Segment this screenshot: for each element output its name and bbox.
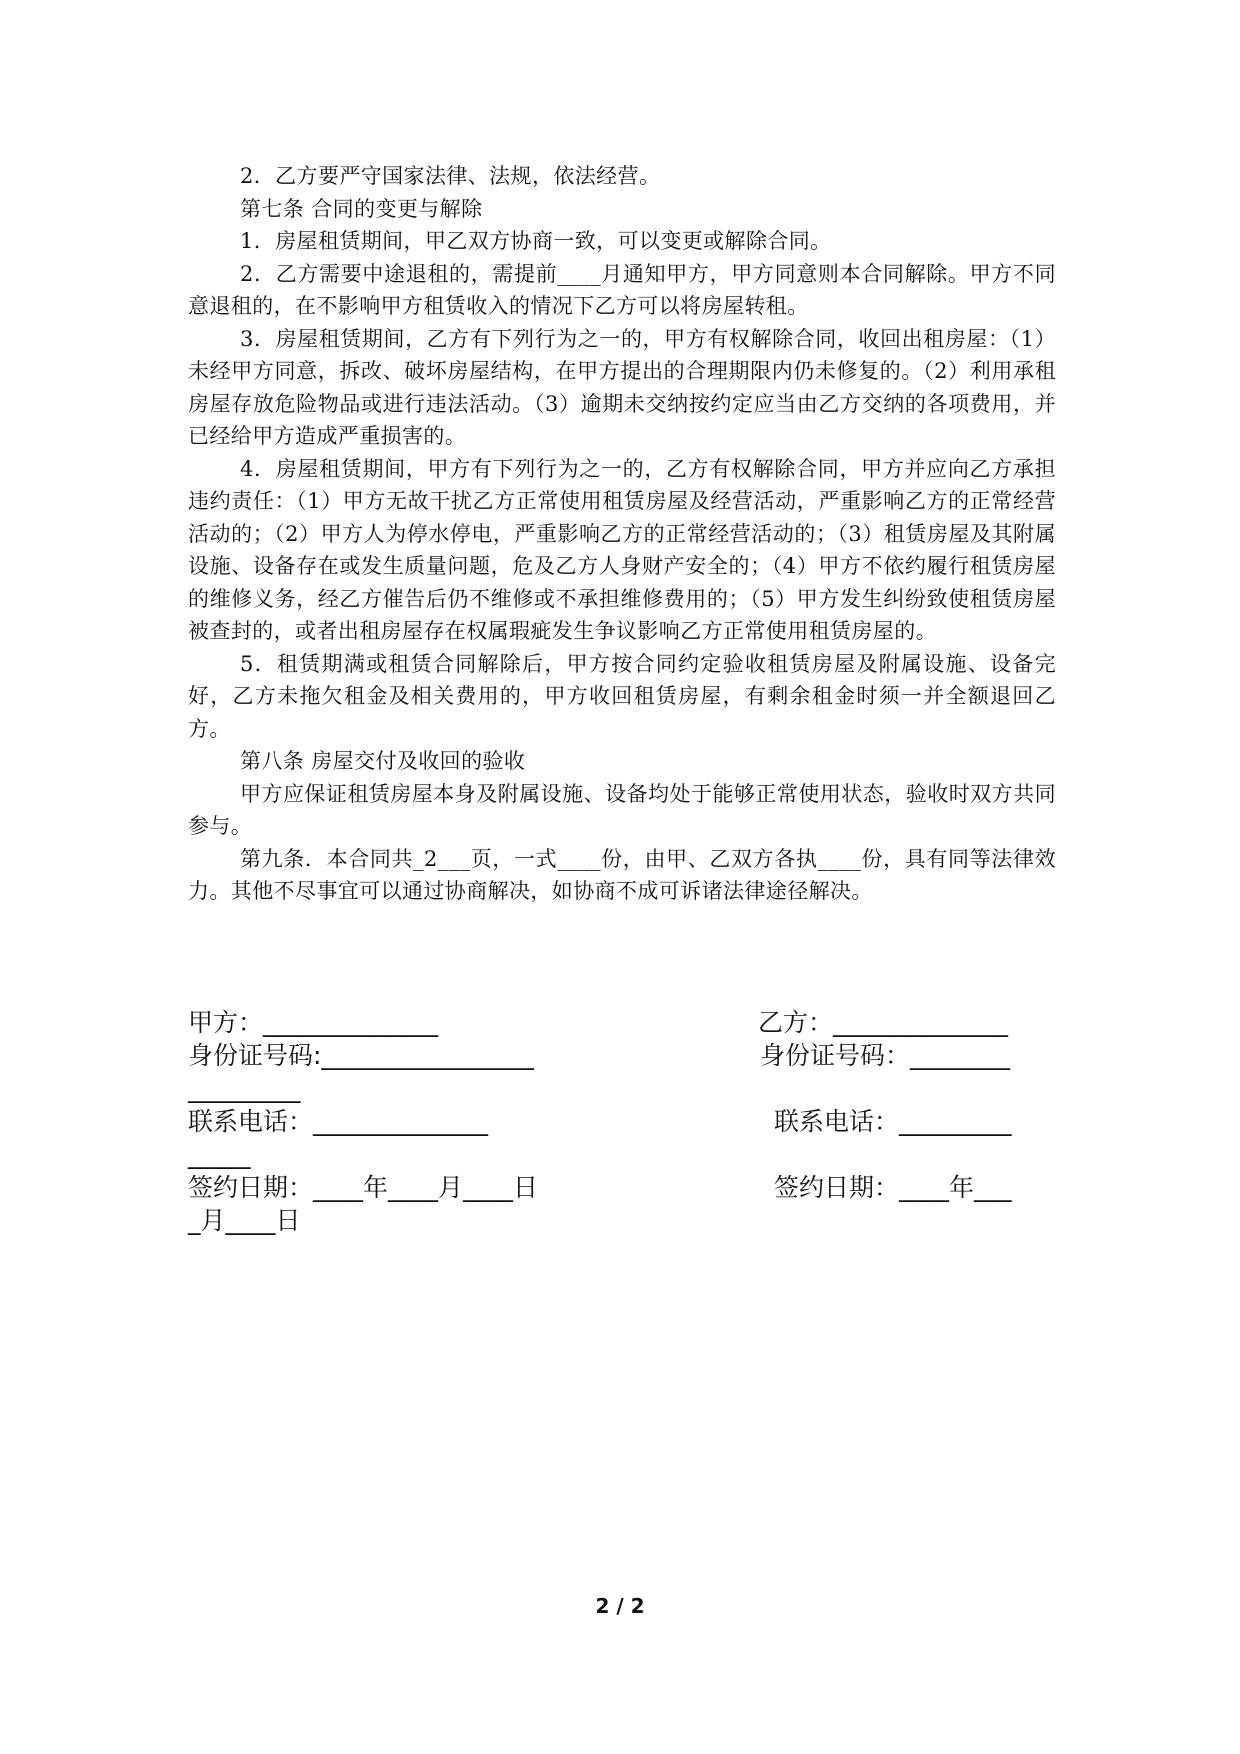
date-b-wrap-line <box>188 1204 1056 1237</box>
party-b-field: 乙方：______________ <box>758 1008 1009 1037</box>
id-row <box>188 1039 1056 1072</box>
clause-paragraph: 3．房屋租赁期间，乙方有下列行为之一的，甲方有权解除合同，收回出租房屋：（1）未经甲方同意，拆改、破坏房屋结构，在甲方提出的合理期限内仍未修复的。（2）利用承租房屋存放危险物品或进行违法活动。（3）逾期未交纳按约定应当由乙方交纳的各项费用，并已经给甲方造成严重损害的。 <box>188 326 1056 448</box>
phone-b-wrap: _____ <box>188 1140 251 1169</box>
phone-b-field: 联系电话：_________ <box>774 1107 1012 1136</box>
phone-b-wrap-line <box>188 1138 1056 1171</box>
phone-a-field: 联系电话：______________ <box>188 1107 489 1136</box>
date-b-field: 签约日期：____年___ <box>774 1173 1012 1202</box>
clause-paragraph: 第九条．本合同共_2___页，一式____份，由甲、乙双方各执____份，具有同等法律效力。其他不尽事宜可以通过协商解决，如协商不成可诉诸法律途径解决。 <box>188 846 1056 903</box>
id-a-wrap-line <box>188 1072 1056 1105</box>
date-b-wrap: _月____日 <box>188 1206 301 1235</box>
signature-block <box>188 1006 1056 1237</box>
clause-paragraph: 2．乙方要严守国家法律、法规，依法经营。 <box>240 164 661 188</box>
date-row <box>188 1171 1056 1204</box>
id-a-field: 身份证号码:_________________ <box>188 1041 534 1070</box>
id-b-field: 身份证号码：________ <box>760 1041 1011 1070</box>
article-heading: 第七条 合同的变更与解除 <box>240 196 483 221</box>
phone-row <box>188 1105 1056 1138</box>
party-a-field: 甲方：______________ <box>188 1008 439 1037</box>
page-number: 2 / 2 <box>595 1594 645 1618</box>
id-a-wrap: _________ <box>188 1074 301 1103</box>
article-heading: 第八条 房屋交付及收回的验收 <box>240 749 526 773</box>
clause-paragraph: 4．房屋租赁期间，甲方有下列行为之一的，乙方有权解除合同，甲方并应向乙方承担违约责任：（1）甲方无故干扰乙方正常使用租赁房屋及经营活动，严重影响乙方的正常经营活动的；（2）甲方人为停水停电，严重影响乙方的正常经营活动的；（3）租赁房屋及其附属设施、设备存在或发生质量问题，危及乙方人身财产安全的；（4）甲方不依约履行租赁房屋的维修义务，经乙方催告后仍不维修或不承担维修费用的；（5）甲方发生纠纷致使租赁房屋被查封的，或者出租房屋存在权属瑕疵发生争议影响乙方正常使用租赁房屋的。 <box>188 456 1056 643</box>
clause-paragraph: 2．乙方需要中途退租的，需提前____月通知甲方，甲方同意则本合同解除。甲方不同意退租的，在不影响甲方租赁收入的情况下乙方可以将房屋转租。 <box>188 261 1056 318</box>
clause-paragraph: 甲方应保证租赁房屋本身及附属设施、设备均处于能够正常使用状态，验收时双方共同参与。 <box>188 781 1056 838</box>
clause-paragraph: 1．房屋租赁期间，甲乙双方协商一致，可以变更或解除合同。 <box>240 229 832 253</box>
contract-body <box>188 160 1056 908</box>
clause-paragraph: 5．租赁期满或租赁合同解除后，甲方按合同约定验收租赁房屋及附属设施、设备完好，乙方未拖欠租金及相关费用的，甲方收回租赁房屋，有剩余租金时须一并全额退回乙方。 <box>188 651 1056 741</box>
date-a-field: 签约日期：____年____月____日 <box>188 1173 539 1202</box>
party-row <box>188 1006 1056 1039</box>
